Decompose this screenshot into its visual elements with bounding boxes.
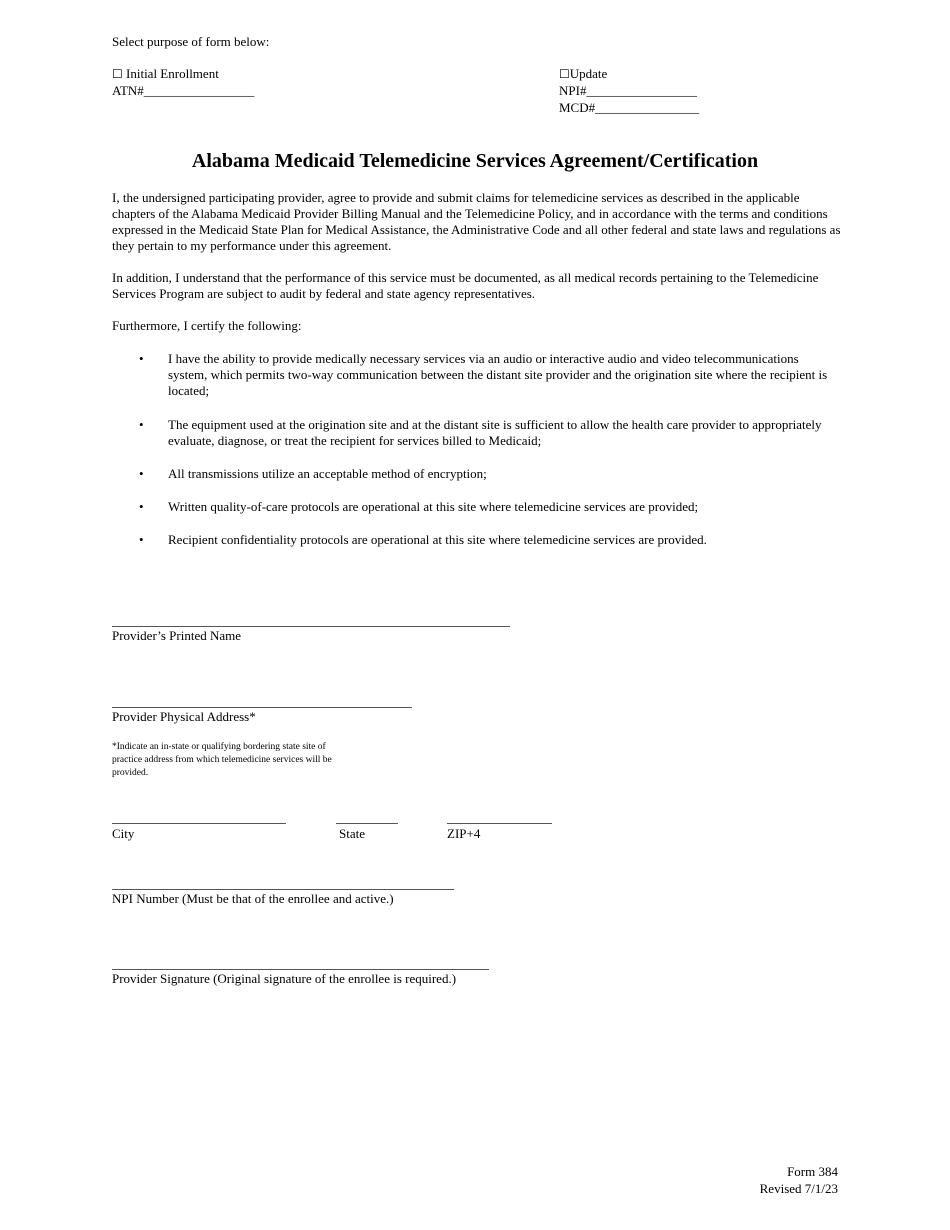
zip-line[interactable] xyxy=(447,823,552,824)
bullet-icon: • xyxy=(139,351,144,366)
certification-item: Written quality-of-care protocols are operational at this site where telemedicine services are provided; xyxy=(168,499,699,514)
form-number: Form 384 xyxy=(787,1164,838,1179)
state-line[interactable] xyxy=(336,823,398,824)
select-purpose-label: Select purpose of form below: xyxy=(112,34,270,49)
physical-address-line[interactable] xyxy=(112,707,412,708)
atn-field[interactable]: ATN#_________________ xyxy=(112,83,255,98)
documentation-paragraph: In addition, I understand that the performance of this service must be documented, as all medical records pertaining to the Telemedicine Services Program are subject to audit by federal and state agency representatives. xyxy=(112,270,819,301)
certify-intro: Furthermore, I certify the following: xyxy=(112,318,302,333)
revised-date: Revised 7/1/23 xyxy=(759,1181,838,1196)
certification-item: Recipient confidentiality protocols are operational at this site where telemedicine services are provided. xyxy=(168,532,707,547)
npi-number-label: NPI Number (Must be that of the enrollee and active.) xyxy=(112,891,394,906)
page-title: Alabama Medicaid Telemedicine Services Agreement/Certification xyxy=(191,150,759,172)
initial-enrollment-option[interactable] xyxy=(112,66,219,82)
agreement-paragraph: I, the undersigned participating provider, agree to provide and submit claims for telemedicine services as described in the applicable chapters of the Alabama Medicaid Provider Billing Manual and the Telemedicine Policy, and in accordance with the terms and conditions expressed in the Medicaid State Plan for Medical Assistance, the Administrative Code and all other federal and state laws and regulations as they pertain to my performance under this agreement. xyxy=(112,190,841,253)
printed-name-line[interactable] xyxy=(112,626,510,627)
certification-item: I have the ability to provide medically necessary services via an audio or interactive audio and video telecommunications system, which permits two-way communication between the distant site provider and the origination site where the recipient is located; xyxy=(168,351,828,398)
initial-enrollment-checkbox[interactable]: ☐ xyxy=(112,67,123,81)
zip-label: ZIP+4 xyxy=(447,826,481,841)
npi-number-line[interactable] xyxy=(112,889,454,890)
physical-address-label: Provider Physical Address* xyxy=(112,709,256,724)
certification-item: The equipment used at the origination site and at the distant site is sufficient to allow the health care provider to appropriately evaluate, diagnose, or treat the recipient for services billed to Medicaid; xyxy=(168,417,822,448)
bullet-icon: • xyxy=(139,466,144,481)
initial-enrollment-label: Initial Enrollment xyxy=(122,66,219,81)
mcd-field[interactable]: MCD#________________ xyxy=(559,100,700,115)
city-label: City xyxy=(112,826,135,841)
bullet-icon: • xyxy=(139,532,144,547)
update-checkbox[interactable]: ☐ xyxy=(559,67,570,81)
printed-name-label: Provider’s Printed Name xyxy=(112,628,242,643)
bullet-icon: • xyxy=(139,417,144,432)
signature-line[interactable] xyxy=(112,969,489,970)
certification-item: All transmissions utilize an acceptable method of encryption; xyxy=(168,466,487,481)
signature-label: Provider Signature (Original signature of the enrollee is required.) xyxy=(112,971,457,986)
city-line[interactable] xyxy=(112,823,286,824)
address-note: *Indicate an in-state or qualifying bordering state site of practice address from which telemedicine services will be provided. xyxy=(112,742,332,778)
state-label: State xyxy=(339,826,365,841)
update-label: Update xyxy=(569,66,608,81)
bullet-icon: • xyxy=(139,499,144,514)
update-option[interactable] xyxy=(559,66,607,82)
npi-field[interactable]: NPI#_________________ xyxy=(559,83,697,98)
